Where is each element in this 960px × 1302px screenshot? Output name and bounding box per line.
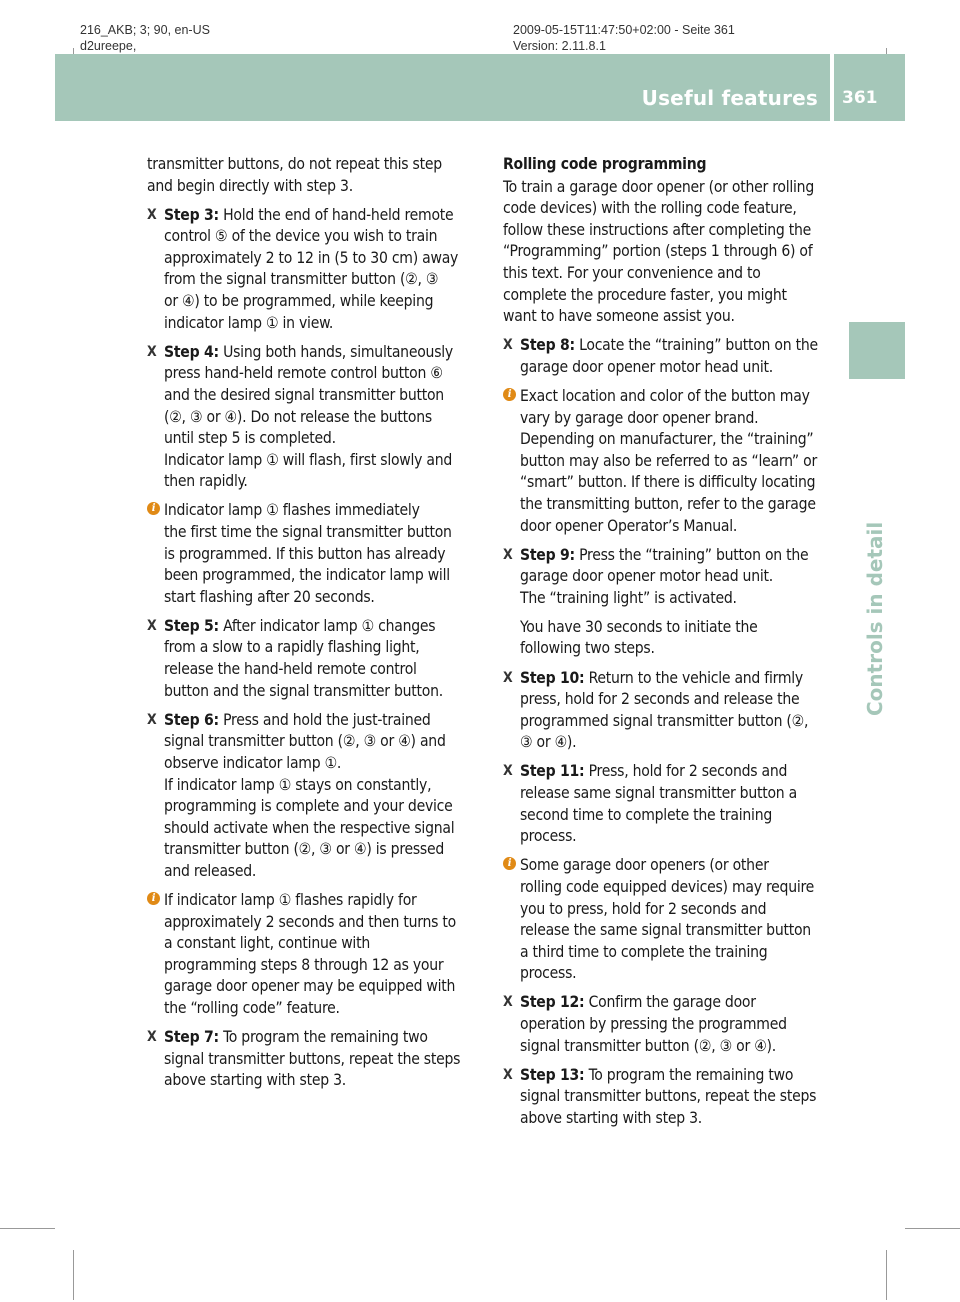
text-run: “smart” button. If there is difficulty locating [520, 473, 816, 492]
text-run: signal transmitter button (②, ③ or ④). [520, 1036, 776, 1055]
step-label: Step 10: [520, 668, 585, 687]
text-line [164, 269, 482, 291]
print-meta-right [513, 22, 735, 54]
text-line [520, 494, 836, 516]
text-line: following two steps. [520, 639, 655, 658]
text-line [147, 176, 482, 198]
text-line [503, 198, 836, 220]
text-run: this text. For your convenience and to [503, 263, 761, 282]
text-run: Exact location and color of the button may [520, 386, 810, 405]
right-column [503, 154, 836, 1137]
step-label: Step 11: [520, 762, 585, 781]
text-line [520, 451, 836, 473]
info-note [147, 890, 482, 1020]
text-line [520, 1108, 836, 1130]
text-line [520, 1036, 836, 1058]
step-item [147, 205, 482, 335]
text-line [164, 1070, 482, 1092]
text-run: start flashing after 20 seconds. [164, 587, 375, 606]
step-arrow-icon: X [503, 994, 513, 1011]
text-run: code devices) with the rolling code feature, [503, 199, 797, 218]
text-line [164, 313, 482, 335]
text-run: If indicator lamp ① flashes rapidly for [164, 891, 417, 909]
text-run: programmed signal transmitter button (②, [520, 711, 809, 730]
text-line [164, 637, 482, 659]
text-run: Press, hold for 2 seconds and [584, 762, 788, 781]
text-run: ③ or ④). [520, 733, 577, 752]
step-item [503, 545, 836, 610]
text-run: control ⑤ of the device you wish to train [164, 227, 438, 246]
step-arrow-icon: X [503, 763, 513, 780]
text-line [503, 263, 836, 285]
step-item [503, 668, 836, 754]
text-line [520, 545, 836, 567]
text-run: approximately 2 seconds and then turns to [164, 912, 456, 931]
text-line [520, 472, 836, 494]
text-line [520, 783, 836, 805]
step-arrow-icon: X [147, 343, 157, 360]
text-line [520, 516, 836, 538]
text-line [164, 955, 482, 977]
step-item [503, 335, 836, 378]
text-run: Using both hands, simultaneously [218, 342, 453, 361]
text-run: signal transmitter button (②, ③ or ④) and [164, 732, 446, 751]
text-line [147, 154, 482, 176]
text-line [520, 689, 836, 711]
text-line [520, 408, 836, 430]
text-run: you to press, hold for 2 seconds and [520, 899, 767, 918]
text-run: from a slow to a rapidly flashing light, [164, 638, 420, 657]
text-line [520, 711, 836, 733]
step-label: Step 5: [164, 616, 219, 635]
text-run: transmitter buttons, do not repeat this step [147, 155, 442, 173]
text-line [503, 285, 836, 307]
text-line [164, 976, 482, 998]
step-arrow-icon: X [147, 1029, 157, 1046]
text-run: then rapidly. [164, 472, 248, 491]
text-run: Depending on manufacturer, the “training” [520, 430, 814, 449]
text-run: until step 5 is completed. [164, 429, 336, 448]
side-tab [849, 322, 905, 379]
text-line [520, 357, 836, 379]
info-note [503, 386, 836, 537]
text-line [164, 291, 482, 313]
text-line [164, 839, 482, 861]
step-arrow-icon: X [147, 206, 157, 223]
text-run: and the desired signal transmitter button [164, 385, 444, 404]
text-line [503, 220, 836, 242]
text-line [164, 407, 482, 429]
text-run: want to have someone assist you. [503, 307, 735, 326]
text-line [164, 385, 482, 407]
text-line [520, 963, 836, 985]
text-line [520, 992, 836, 1014]
text-run: Hold the end of hand-held remote [218, 205, 454, 224]
info-note [503, 855, 836, 985]
text-line [520, 761, 836, 783]
text-line [503, 177, 836, 199]
text-run: door opener Operator’s Manual. [520, 516, 738, 535]
text-line [520, 1086, 836, 1108]
text-line [164, 753, 482, 775]
text-line [520, 588, 836, 610]
text-run: operation by pressing the programmed [520, 1014, 787, 1033]
text-run: programming is complete and your device [164, 797, 453, 816]
step-arrow-icon: X [147, 711, 157, 728]
section-title: Useful features [641, 86, 818, 110]
info-icon: i [503, 388, 516, 401]
step-arrow-icon: X [147, 617, 157, 634]
section-heading: Rolling code programming [503, 155, 707, 173]
paragraph [503, 177, 836, 328]
text-line [164, 363, 482, 385]
text-line [520, 899, 836, 921]
step-label: Step 3: [164, 205, 219, 224]
step-label: Step 6: [164, 710, 219, 729]
text-run: the first time the signal transmitter button [164, 523, 452, 541]
text-run: signal transmitter buttons, repeat the steps [520, 1087, 817, 1106]
step-arrow-icon: X [503, 337, 513, 354]
text-line [520, 386, 836, 408]
text-line [503, 306, 836, 328]
text-line [520, 855, 836, 877]
paragraph [147, 154, 482, 197]
text-run: from the signal transmitter button (②, ③ [164, 270, 439, 289]
step-label: Step 9: [520, 545, 575, 564]
text-line [164, 998, 482, 1020]
text-run: signal transmitter buttons, repeat the steps [164, 1049, 461, 1068]
text-line [520, 732, 836, 754]
step-item [503, 1065, 836, 1130]
step-continuation [503, 617, 836, 660]
step-item [147, 616, 482, 702]
text-line [520, 1014, 836, 1036]
text-run: and released. [164, 861, 257, 880]
step-arrow-icon: X [503, 669, 513, 686]
text-run: process. [520, 964, 577, 983]
text-run: release the same signal transmitter button [520, 921, 811, 940]
text-run: second time to complete the training [520, 805, 772, 824]
text-run: press, hold for 2 seconds and release the [520, 690, 800, 709]
left-column [147, 154, 482, 1099]
text-line [164, 681, 482, 703]
print-meta-left-line2: d2ureepe, [80, 39, 137, 53]
text-line [520, 668, 836, 690]
text-line [164, 500, 482, 522]
info-icon: i [503, 857, 516, 870]
text-line [520, 826, 836, 848]
text-line [164, 710, 482, 732]
text-run: Some garage door openers (or other [520, 856, 769, 875]
crop-mark [0, 1228, 55, 1229]
text-run: The “training light” is activated. [520, 588, 737, 607]
text-run: Return to the vehicle and firmly [584, 668, 803, 687]
text-run: Press and hold the just-trained [218, 710, 431, 729]
text-run: above starting with step 3. [164, 1071, 346, 1090]
text-run: release same signal transmitter button a [520, 784, 797, 803]
text-run: approximately 2 to 12 in (5 to 30 cm) away [164, 248, 459, 267]
text-line [164, 342, 482, 364]
print-meta-left-line1: 216_AKB; 3; 90, en-US [80, 23, 210, 37]
text-run: To train a garage door opener (or other rolling [503, 177, 814, 196]
page-number: 361 [842, 88, 878, 108]
text-run: release the hand-held remote control [164, 660, 417, 679]
text-run: If indicator lamp ① stays on constantly, [164, 775, 432, 794]
text-run: the transmitting button, refer to the garage [520, 494, 816, 513]
text-line [164, 1027, 482, 1049]
text-line [520, 920, 836, 942]
text-run: rolling code equipped devices) may require [520, 877, 815, 896]
step-item [147, 342, 482, 493]
step-arrow-icon: X [503, 1066, 513, 1083]
text-run: To program the remaining two [584, 1065, 794, 1084]
text-run: Indicator lamp ① will flash, first slowly and [164, 450, 453, 469]
text-run: After indicator lamp ① changes [218, 616, 436, 635]
chapter-title: Controls in detail [863, 521, 887, 716]
text-run: press hand-held remote control button ⑥ [164, 364, 443, 383]
step-item [503, 761, 836, 847]
crop-mark [905, 1228, 960, 1229]
text-run: follow these instructions after completing the [503, 220, 812, 239]
text-line [164, 471, 482, 493]
text-line [164, 565, 482, 587]
text-line: You have 30 seconds to initiate the [520, 617, 758, 636]
text-line [164, 428, 482, 450]
step-item [503, 992, 836, 1057]
text-line [520, 1065, 836, 1087]
text-line [164, 933, 482, 955]
text-run: observe indicator lamp ①. [164, 753, 342, 772]
text-run: been programmed, the indicator lamp will [164, 566, 450, 585]
text-line [164, 544, 482, 566]
text-line [164, 587, 482, 609]
info-icon: i [147, 892, 160, 905]
text-line [164, 818, 482, 840]
crop-mark [886, 1250, 887, 1300]
text-run: button and the signal transmitter button. [164, 681, 443, 700]
text-run: above starting with step 3. [520, 1108, 702, 1127]
text-run: (②, ③ or ④). Do not release the buttons [164, 407, 432, 426]
text-run: garage door opener may be equipped with [164, 977, 456, 996]
text-line [164, 731, 482, 753]
text-run: programming steps 8 through 12 as your [164, 955, 444, 974]
text-line [164, 205, 482, 227]
text-run: garage door opener motor head unit. [520, 357, 773, 376]
text-run: the “rolling code” feature. [164, 998, 340, 1017]
text-line [164, 775, 482, 797]
text-line [520, 335, 836, 357]
text-line [520, 942, 836, 964]
text-run: indicator lamp ① in view. [164, 313, 334, 332]
text-run: transmitter button (②, ③ or ④) is pressed [164, 840, 445, 859]
text-line [520, 805, 836, 827]
text-run: process. [520, 827, 577, 846]
text-run: or ④) to be programmed, while keeping [164, 292, 434, 311]
crop-mark [73, 1250, 74, 1300]
text-line [164, 912, 482, 934]
text-line [520, 429, 836, 451]
text-run: is programmed. If this button has already [164, 544, 446, 563]
text-line [164, 450, 482, 472]
text-line [503, 241, 836, 263]
info-icon: i [147, 502, 160, 515]
step-item [147, 710, 482, 883]
text-run: garage door opener motor head unit. [520, 567, 773, 586]
step-label: Step 8: [520, 336, 575, 355]
print-meta-left [80, 22, 210, 54]
text-run: To program the remaining two [218, 1028, 428, 1047]
text-line [164, 796, 482, 818]
print-meta-right-line2: Version: 2.11.8.1 [513, 39, 606, 53]
text-run: should activate when the respective signal [164, 818, 455, 837]
text-run: button may also be referred to as “learn” or [520, 451, 817, 470]
text-line [164, 659, 482, 681]
text-run: Confirm the garage door [584, 993, 756, 1012]
text-line [164, 890, 482, 912]
step-label: Step 12: [520, 993, 585, 1012]
print-meta-right-line1: 2009-05-15T11:47:50+02:00 - Seite 361 [513, 23, 735, 37]
step-label: Step 7: [164, 1028, 219, 1047]
step-arrow-icon: X [503, 546, 513, 563]
text-run: vary by garage door opener brand. [520, 408, 759, 427]
text-line [164, 522, 482, 544]
step-label: Step 4: [164, 342, 219, 361]
text-line [164, 616, 482, 638]
info-note [147, 500, 482, 608]
text-run: a constant light, continue with [164, 934, 370, 953]
text-run: Indicator lamp ① flashes immediately [164, 501, 420, 520]
text-line [164, 226, 482, 248]
text-line [520, 566, 836, 588]
text-line [164, 248, 482, 270]
text-line [520, 877, 836, 899]
text-run: “Programming” portion (steps 1 through 6) of [503, 242, 813, 261]
step-item [147, 1027, 482, 1092]
text-run: a third time to complete the training [520, 942, 768, 961]
text-line [164, 861, 482, 883]
text-run: and begin directly with step 3. [147, 176, 353, 195]
text-run: Press the “training” button on the [574, 545, 809, 564]
text-run: Locate the “training” button on the [574, 336, 818, 355]
step-label: Step 13: [520, 1065, 585, 1084]
text-run: complete the procedure faster, you might [503, 285, 787, 304]
text-line [164, 1049, 482, 1071]
